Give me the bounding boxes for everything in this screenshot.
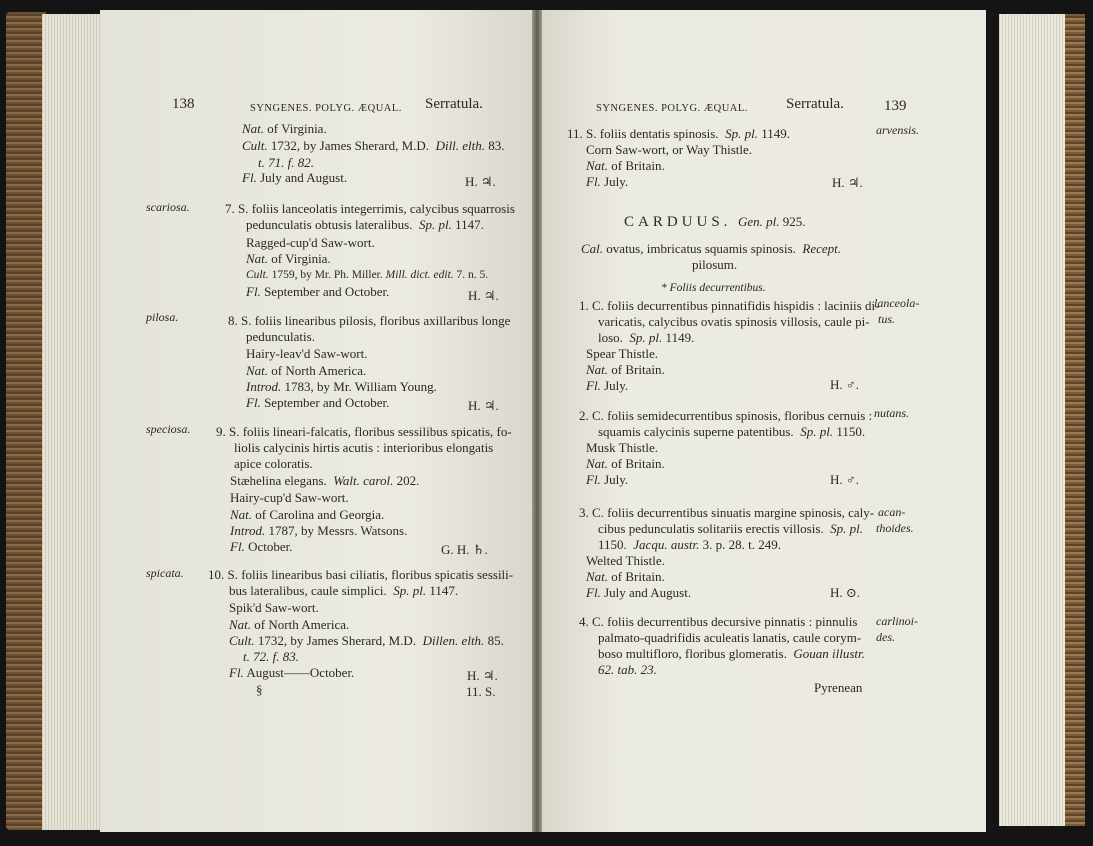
- margin-name-2: thoides.: [876, 521, 914, 535]
- hardiness: H. ⊙.: [830, 585, 861, 600]
- species-line: pedunculatis obtusis lateralibus. Sp. pl. 1147.: [246, 217, 484, 232]
- running-genus-left: Serratula.: [425, 96, 483, 112]
- fl-line: Fl. October.: [230, 539, 293, 554]
- common-name: Corn Saw-wort, or Way Thistle.: [586, 142, 753, 157]
- species-line: 3. C. foliis decurrentibus sinuatis margine spinosis, caly-: [579, 505, 875, 520]
- nat-line: Nat. of Britain.: [586, 158, 665, 173]
- common-name: Musk Thistle.: [586, 440, 658, 455]
- fl-line: Fl. July and August.: [586, 585, 692, 600]
- fl-line: Fl. July.: [586, 378, 629, 393]
- signature-mark: §: [256, 682, 263, 697]
- nat-line: Nat. of Carolina and Georgia.: [230, 507, 385, 522]
- margin-name: pilosa.: [146, 310, 179, 324]
- species-line: bus lateralibus, caule simplici. Sp. pl. 1147.: [229, 583, 459, 598]
- species-line: boso multifloro, floribus glomeratis. Gouan illustr.: [598, 646, 865, 661]
- nat-line: Nat. of Virginia.: [242, 121, 327, 136]
- cult-line: Cult. 1732, by James Sherard, M.D. Dill. elth. 83.: [242, 138, 505, 153]
- species-line: 11. S. foliis dentatis spinosis. Sp. pl. 1149.: [567, 126, 790, 141]
- hardiness: H. ♂.: [830, 377, 859, 392]
- species-line: 2. C. foliis semidecurrentibus spinosis, floribus cernuis :: [579, 408, 873, 423]
- genus-heading: CARDUUS. Gen. pl. 925.: [624, 214, 806, 230]
- species-line: liolis calycinis hirtis acutis : interioribus elongatis: [234, 440, 494, 455]
- species-line: apice coloratis.: [234, 456, 313, 471]
- nat-line: Nat. of Virginia.: [246, 251, 331, 266]
- margin-name: scariosa.: [146, 200, 190, 214]
- species-line: 7. S. foliis lanceolatis integerrimis, calycibus squarrosis: [225, 201, 515, 216]
- common-name: Spear Thistle.: [586, 346, 658, 361]
- intr-line: Introd. 1783, by Mr. William Young.: [246, 379, 437, 394]
- cult-line: Cult. 1732, by James Sherard, M.D. Dillen. elth. 85.: [229, 633, 504, 648]
- common-name: Welted Thistle.: [586, 553, 665, 568]
- page-stack-left: [42, 14, 104, 830]
- species-line: 10. S. foliis linearibus basi ciliatis, floribus spicatis sessili-: [208, 567, 514, 582]
- nat-line: Nat. of Britain.: [586, 569, 665, 584]
- page-number-left: 138: [172, 96, 195, 112]
- intr-line: Introd. 1787, by Messrs. Watsons.: [230, 523, 408, 538]
- species-line: varicatis, calycibus ovatis spinosis villosis, caule pi-: [598, 314, 870, 329]
- margin-name-2: des.: [876, 630, 895, 644]
- species-line: 1150. Jacqu. austr. 3. p. 28. t. 249.: [598, 537, 781, 552]
- fl-line: Fl. September and October.: [246, 284, 390, 299]
- hardiness: H. ♃.: [465, 174, 496, 189]
- species-line: 4. C. foliis decurrentibus decursive pinnatis : pinnulis: [579, 614, 858, 629]
- hardiness: H. ♃.: [468, 398, 499, 413]
- margin-name: spicata.: [146, 566, 184, 580]
- species-line: 62. tab. 23.: [598, 662, 657, 677]
- hardiness: H. ♃.: [468, 288, 499, 303]
- common-name: Ragged-cup'd Saw-wort.: [246, 235, 375, 250]
- hardiness: H. ♃.: [467, 668, 498, 683]
- species-line: squamis calycinis superne patentibus. Sp. pl. 1150.: [598, 424, 866, 439]
- margin-name: lanceola-: [874, 296, 920, 310]
- fl-line: Fl. July.: [586, 472, 629, 487]
- page-stack-right: [999, 14, 1065, 826]
- cult-line: Cult. 1759, by Mr. Ph. Miller. Mill. dict. edit. 7. n. 5.: [246, 269, 489, 281]
- margin-name: carlinoi-: [876, 614, 918, 628]
- species-line: cibus pedunculatis solitariis erectis villosis. Sp. pl.: [598, 521, 864, 536]
- common-name: Hairy-leav'd Saw-wort.: [246, 346, 368, 361]
- species-line: 8. S. foliis linearibus pilosis, floribus axillaribus longe: [228, 313, 511, 328]
- genus-character: Cal. ovatus, imbricatus squamis spinosis. Recept.: [581, 241, 842, 256]
- nat-line: Nat. of North America.: [229, 617, 350, 632]
- page-number-right: 139: [884, 98, 907, 114]
- species-line: palmato-quadrifidis aculeatis lanatis, caule corym-: [598, 630, 862, 645]
- hardiness: G. H. ♄.: [441, 542, 488, 557]
- cult-line-2: t. 72. f. 83.: [243, 649, 299, 664]
- running-header-left: SYNGENES. POLYG. ÆQUAL.: [250, 103, 402, 114]
- book-cover-edge-left: [6, 12, 46, 830]
- catchword: 11. S.: [466, 684, 496, 699]
- common-name: Spik'd Saw-wort.: [229, 600, 319, 615]
- common-name: Hairy-cup'd Saw-wort.: [230, 490, 349, 505]
- species-line: loso. Sp. pl. 1149.: [598, 330, 695, 345]
- margin-name-2: tus.: [878, 312, 896, 326]
- fl-line: Fl. July and August.: [242, 170, 348, 185]
- hardiness: H. ♃.: [832, 175, 863, 190]
- nat-line: Nat. of Britain.: [586, 456, 665, 471]
- running-header-right: SYNGENES. POLYG. ÆQUAL.: [596, 103, 748, 114]
- hardiness: H. ♂.: [830, 472, 859, 487]
- margin-name: arvensis.: [876, 123, 919, 137]
- margin-name: speciosa.: [146, 422, 191, 436]
- fl-line: Fl. July.: [586, 174, 629, 189]
- running-genus-right: Serratula.: [786, 96, 844, 112]
- species-line: 9. S. foliis lineari-falcatis, floribus sessilibus spicatis, fo-: [216, 424, 512, 439]
- species-line: pedunculatis.: [246, 329, 315, 344]
- margin-name: nutans.: [874, 406, 910, 420]
- fl-line: Fl. September and October.: [246, 395, 390, 410]
- species-line: 1. C. foliis decurrentibus pinnatifidis hispidis : laciniis di-: [579, 298, 880, 313]
- margin-name: acan-: [878, 505, 906, 519]
- genus-character-2: pilosum.: [692, 257, 738, 272]
- fl-line: Fl. August——October.: [229, 665, 355, 680]
- catchword: Pyrenean: [814, 680, 863, 695]
- synonym-line: Stæhelina elegans. Walt. carol. 202.: [230, 473, 420, 488]
- nat-line: Nat. of Britain.: [586, 362, 665, 377]
- book-cover-edge-right: [1063, 14, 1085, 826]
- cult-line-2: t. 71. f. 82.: [258, 155, 314, 170]
- nat-line: Nat. of North America.: [246, 363, 367, 378]
- book-gutter: [532, 10, 542, 832]
- section-heading: * Foliis decurrentibus.: [661, 282, 766, 294]
